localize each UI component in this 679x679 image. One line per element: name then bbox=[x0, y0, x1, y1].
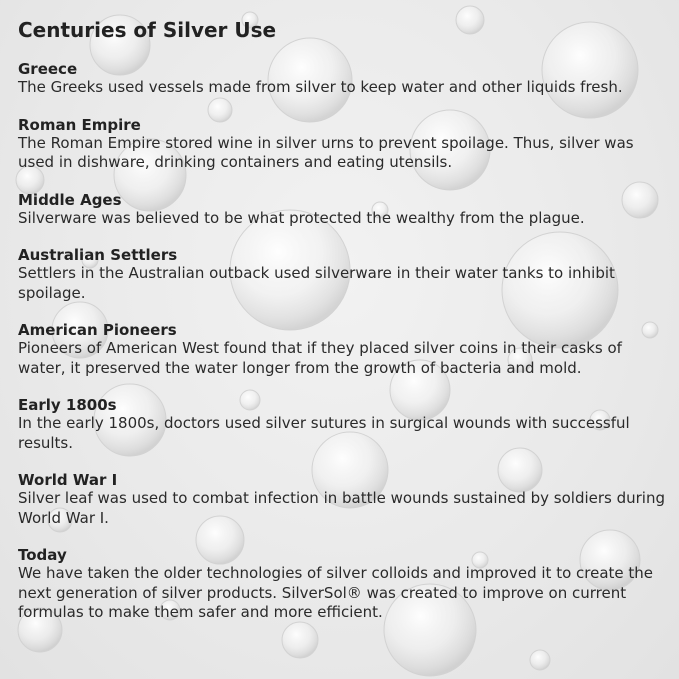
section-text: In the early 1800s, doctors used silver sutures in surgical wounds with successful results. bbox=[18, 414, 630, 452]
section-heading: Greece bbox=[18, 60, 78, 78]
section-text: The Greeks used vessels made from silver to keep water and other liquids fresh. bbox=[18, 78, 623, 96]
section-text: Silverware was believed to be what protected the wealthy from the plague. bbox=[18, 208, 585, 227]
section-american-pioneers bbox=[18, 321, 668, 378]
section-heading: Today bbox=[18, 546, 67, 564]
section-heading: Early 1800s bbox=[18, 396, 117, 414]
section-heading: Middle Ages bbox=[18, 190, 122, 209]
section-world-war-i bbox=[18, 471, 668, 528]
section-roman-empire bbox=[18, 116, 668, 173]
section-greece bbox=[18, 60, 668, 98]
section-text: Silver leaf was used to combat infection in battle wounds sustained by soldiers during World War I. bbox=[18, 489, 666, 527]
section-heading: American Pioneers bbox=[18, 321, 177, 339]
section-text: Settlers in the Australian outback used silverware in their water tanks to inhibit spoilage. bbox=[18, 264, 615, 302]
page-title: Centuries of Silver Use bbox=[18, 18, 277, 42]
section-middle-ages bbox=[18, 191, 668, 229]
article bbox=[18, 18, 668, 641]
section-australian-settlers bbox=[18, 246, 668, 303]
section-text: Pioneers of American West found that if they placed silver coins in their casks of water, it preserved the water longer from the growth of bacteria and mold. bbox=[18, 339, 622, 377]
section-text: The Roman Empire stored wine in silver urns to prevent spoilage. Thus, silver was used in dishware, drinking containers and eating utensils. bbox=[18, 133, 634, 171]
section-heading: World War I bbox=[18, 471, 118, 489]
section-text: We have taken the older technologies of silver colloids and improved it to create the next generation of silver products. SilverSol® was created to improve on current formulas to make them safer and more efficient. bbox=[18, 564, 654, 621]
section-heading: Australian Settlers bbox=[18, 246, 178, 264]
section-heading: Roman Empire bbox=[18, 115, 141, 134]
section-today bbox=[18, 546, 668, 623]
section-early-1800s bbox=[18, 396, 668, 453]
